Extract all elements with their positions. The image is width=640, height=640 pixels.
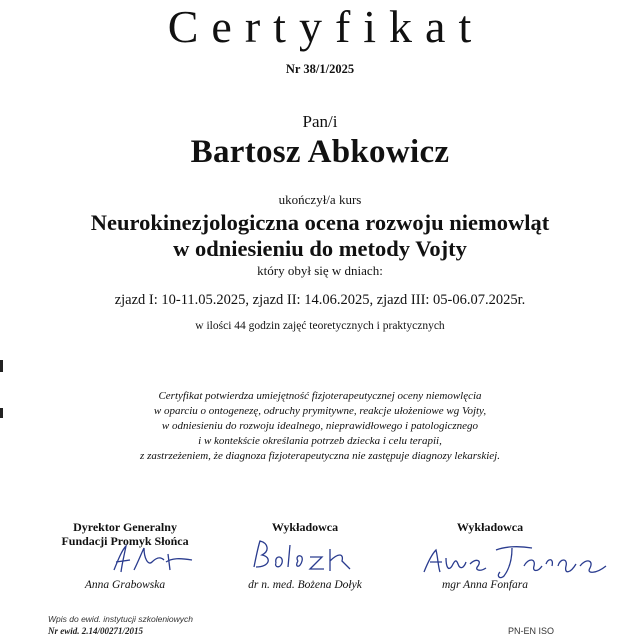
statement-line: Certyfikat potwierdza umiejętność fizjoterapeutycznej oceny niemowlęcia <box>158 390 482 402</box>
signature-block-lecturer-1 <box>230 520 380 534</box>
recipient-name: Bartosz Abkowicz <box>190 134 450 170</box>
signature-title: Dyrektor Generalny <box>73 520 177 534</box>
registry-label: Wpis do ewid. instytucji szkoleniowych <box>48 614 194 624</box>
signature-director <box>108 540 198 576</box>
held-text: który obył się w dniach: <box>257 263 383 278</box>
registry-number: Nr ewid. 2.14/00271/2015 <box>48 626 144 636</box>
signature-name: Anna Grabowska <box>84 579 166 591</box>
signature-lecturer-1 <box>246 537 376 575</box>
signature-block-lecturer-2 <box>430 520 550 534</box>
salutation: Pan/i <box>302 112 338 131</box>
signature-title: Fundacji Promyk Słońca <box>61 534 189 548</box>
course-hours: w ilości 44 godzin zajęć teoretycznych i praktycznych <box>195 320 445 332</box>
signature-name: mgr Anna Fonfara <box>441 579 529 591</box>
statement-line: w odniesieniu do rozwoju idealnego, nieprawidłowego i patologicznego <box>161 420 479 432</box>
certificate-number: Nr 38/1/2025 <box>285 62 355 76</box>
signature-lecturer-2 <box>420 536 620 584</box>
edge-mark <box>0 360 3 372</box>
certificate-title: Certyfikat <box>167 1 485 52</box>
iso-standard: PN-EN ISO <box>508 626 555 636</box>
completed-text: ukończył/a kurs <box>278 192 362 207</box>
course-title-line1: Neurokinezjologiczna ocena rozwoju niemowląt <box>90 210 550 235</box>
statement-line: z zastrzeżeniem, że diagnoza fizjoterapeutyczna nie zastępuje diagnozy lekarskiej. <box>140 450 500 462</box>
statement-line: w oparciu o ontogenezę, odruchy prymitywne, reakcje ułożeniowe wg Vojty, <box>153 405 487 417</box>
edge-mark <box>0 408 3 418</box>
signature-title: Wykładowca <box>271 520 339 534</box>
course-title-line2: w odniesieniu do metody Vojty <box>173 236 467 261</box>
signature-name: dr n. med. Bożena Dołyk <box>248 579 362 591</box>
signature-title: Wykładowca <box>456 520 524 534</box>
course-dates: zjazd I: 10-11.05.2025, zjazd II: 14.06.2025, zjazd III: 05-06.07.2025r. <box>114 292 526 308</box>
statement-line: i w kontekście określania potrzeb dziecka i celu terapii, <box>198 435 442 447</box>
